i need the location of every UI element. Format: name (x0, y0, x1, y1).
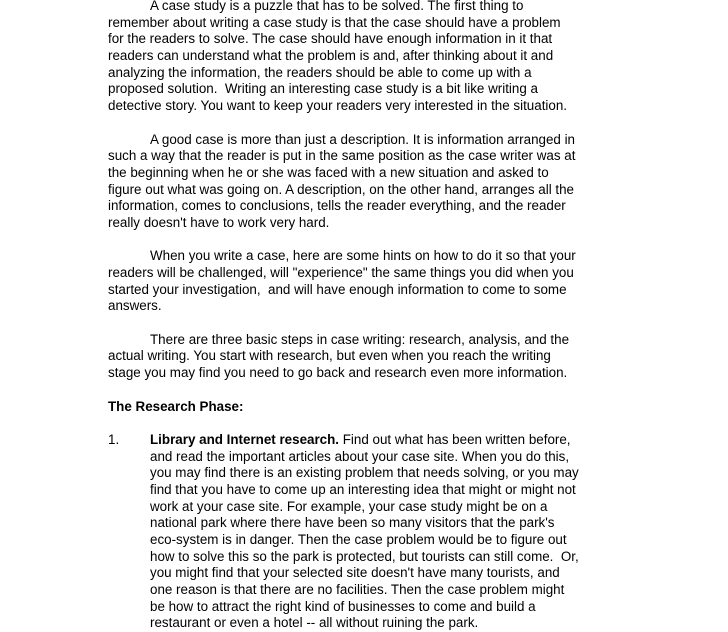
paragraph-good-case (108, 132, 648, 232)
text-line: figure out what was going on. A description, on the other hand, arranges all the (108, 181, 575, 197)
text-line: the beginning when he or she was faced with a new situation and asked to (108, 164, 549, 180)
text-line: A case study is a puzzle that has to be solved. The first thing to (150, 0, 524, 13)
text-line: remember about writing a case study is that the case should have a problem (108, 14, 561, 30)
text-line: such a way that the reader is put in the same position as the case writer was at (108, 148, 576, 164)
text-line: national park where there have been so many visitors that the park's (150, 515, 555, 531)
text-line: actual writing. You start with research, but even when you reach the writing (108, 348, 551, 364)
paragraph-steps (108, 332, 648, 382)
text-line: you might find that your selected site doesn't have many tourists, and (150, 565, 560, 581)
text-line: for the readers to solve. The case should have enough information in it that (108, 31, 553, 47)
list-number: 1. (108, 431, 120, 447)
text-line: really doesn't have to work very hard. (108, 214, 330, 230)
text-line: restaurant or even a hotel -- all without ruining the park. (150, 615, 479, 631)
text-line: proposed solution. Writing an interesting case study is a bit like writing a (108, 81, 538, 97)
text-line: how to solve this so the park is protected, but tourists can still come. Or, (150, 548, 579, 564)
text-line: There are three basic steps in case writing: research, analysis, and the (150, 331, 570, 347)
document-page (108, 0, 648, 632)
text-line: analyzing the information, the readers should be able to come up with a (108, 64, 532, 80)
text-line: detective story. You want to keep your readers very interested in the situation. (108, 98, 568, 114)
text-line: you may find there is an existing problem that needs solving, or you may (150, 465, 579, 481)
text-line: A good case is more than just a description. It is information arranged in (150, 131, 576, 147)
text-line: be how to attract the right kind of businesses to come and build a (150, 598, 536, 614)
text-line: started your investigation, and will have enough information to come to some (108, 281, 567, 297)
paragraph-intro (108, 0, 648, 115)
paragraph-hints (108, 248, 648, 315)
section-heading: The Research Phase: (108, 398, 244, 414)
text-line: When you write a case, here are some hints on how to do it so that your (150, 248, 576, 264)
text-line: readers will be challenged, will "experience" the same things you did when you (108, 265, 574, 280)
text-line: one reason is that there are no facilities. Then the case problem might (150, 582, 565, 598)
text-line (150, 432, 648, 449)
list-item-text: Find out what has been written before, (339, 431, 571, 447)
text-line: information, comes to conclusions, tells the reader everything, and the reader (108, 198, 566, 214)
text-line: and read the important articles about your case site. When you do this, (150, 448, 570, 464)
text-line: eco-system is in danger. Then the case problem would be to figure out (150, 532, 567, 547)
list-item (108, 432, 648, 632)
text-line: find that you have to come up an interesting idea that might or might not (150, 481, 576, 497)
text-line: stage you may find you need to go back and research even more information. (108, 365, 568, 381)
text-line: work at your case site. For example, your case study might be on a (150, 498, 548, 514)
text-line: answers. (108, 298, 162, 314)
list-item-lead: Library and Internet research. (150, 431, 340, 447)
text-line: readers can understand what the problem is and, after thinking about it and (108, 48, 554, 64)
